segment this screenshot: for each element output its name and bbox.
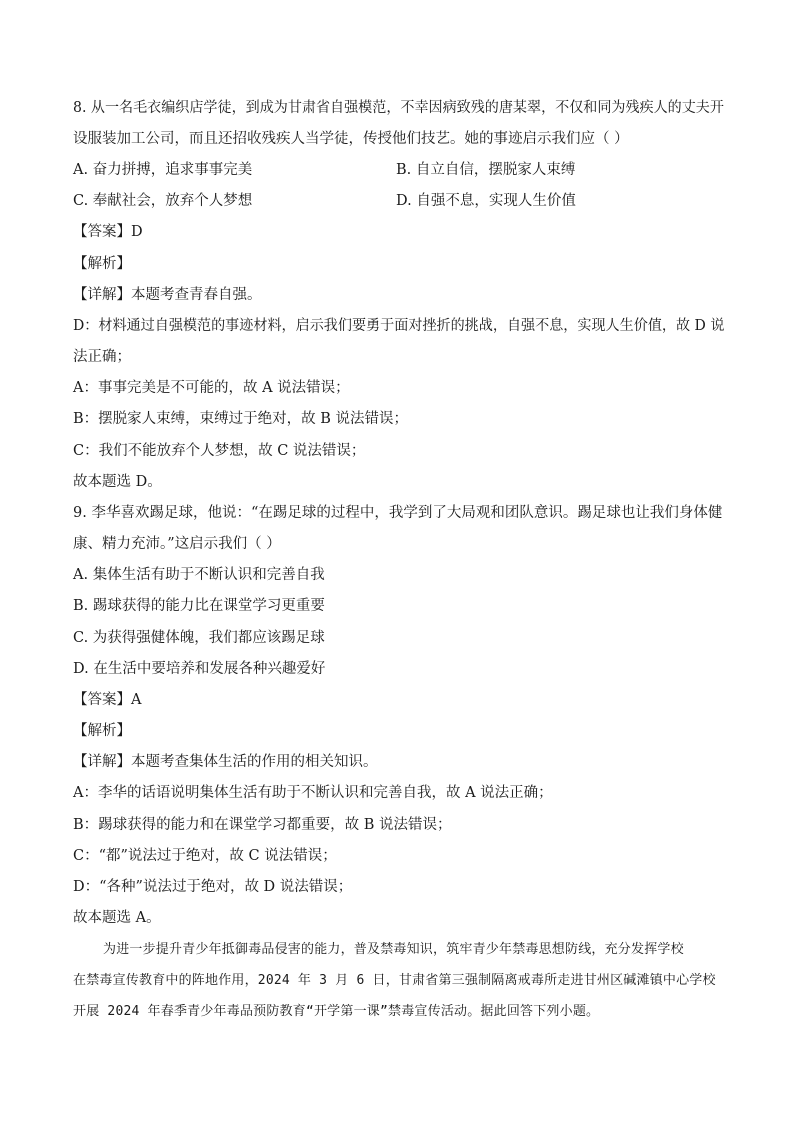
q8-option-c: C. 奉献社会，放弃个人梦想 [73,193,253,209]
q9-conclusion: 故本题选 A。 [73,910,161,926]
q8-option-a: A. 奋力拼搏，追求事事完美 [73,162,253,178]
q8-conclusion: 故本题选 D。 [73,474,162,490]
q9-option-d: D. 在生活中要培养和发展各种兴趣爱好 [73,661,326,677]
q8-option-b: B. 自立自信，摆脱家人束缚 [396,162,576,178]
q9-explanation-line: D：“各种”说法过于绝对，故 D 说法错误； [73,879,353,895]
q9-option-b: B. 踢球获得的能力比在课堂学习更重要 [73,598,325,614]
q9-option-c: C. 为获得强健体魄，我们都应该踢足球 [73,630,325,646]
q9-option-a: A. 集体生活有助于不断认识和完善自我 [73,567,325,583]
q8-answer: 【答案】D [73,224,143,240]
q9-stem-line2: 康、精力充沛。”这启示我们（ ） [73,536,281,552]
q9-detail: 【详解】本题考查集体生活的作用的相关知识。 [73,754,378,770]
q9-answer: 【答案】A [73,692,142,708]
q8-option-d: D. 自强不息，实现人生价值 [396,193,576,209]
passage-line3: 开展 2024 年春季青少年毒品预防教育“开学第一课”禁毒宣传活动。据此回答下列小题。 [73,1004,600,1019]
q8-explanation-line: C：我们不能放弃个人梦想，故 C 说法错误； [73,443,366,459]
q8-explanation-line: A：事事完美是不可能的，故 A 说法错误； [73,380,350,396]
q8-analysis-heading: 【解析】 [73,256,131,272]
q9-explanation-line: A：李华的话语说明集体生活有助于不断认识和完善自我，故 A 说法正确； [73,785,553,801]
q9-explanation-line: C：“都”说法过于绝对，故 C 说法错误； [73,848,337,864]
q8-explanation-line: D：材料通过自强模范的事迹材料，启示我们要勇于面对挫折的挑战，自强不息，实现人生价值，故 D 说 [73,318,725,334]
q8-explanation-line: B：摆脱家人束缚，束缚过于绝对，故 B 说法错误； [73,411,409,427]
q9-stem-line1: 9. 李华喜欢踢足球，他说：“在踢足球的过程中，我学到了大局观和团队意识。踢足球也让我们身体健 [73,505,723,521]
q8-stem-line1: 8. 从一名毛衣编织店学徒，到成为甘肃省自强模范，不幸因病致残的唐某翠，不仅和同为残疾人的丈夫开 [73,100,724,116]
q8-detail: 【详解】本题考查青春自强。 [73,287,262,303]
q9-explanation-line: B：踢球获得的能力和在课堂学习都重要，故 B 说法错误； [73,817,452,833]
q9-analysis-heading: 【解析】 [73,723,131,739]
q8-stem-line2: 设服装加工公司，而且还招收残疾人当学徒，传授他们技艺。她的事迹启示我们应（ ） [73,131,629,147]
passage-line1: 为进一步提升青少年抵御毒品侵害的能力，普及禁毒知识，筑牢青少年禁毒思想防线，充分发挥学校 [103,942,684,957]
q8-explanation-line: 法正确； [73,349,131,365]
passage-line2: 在禁毒宣传教育中的阵地作用，2024 年 3 月 6 日，甘肃省第三强制隔离戒毒所走进甘州区碱滩镇中心学校 [73,973,716,988]
